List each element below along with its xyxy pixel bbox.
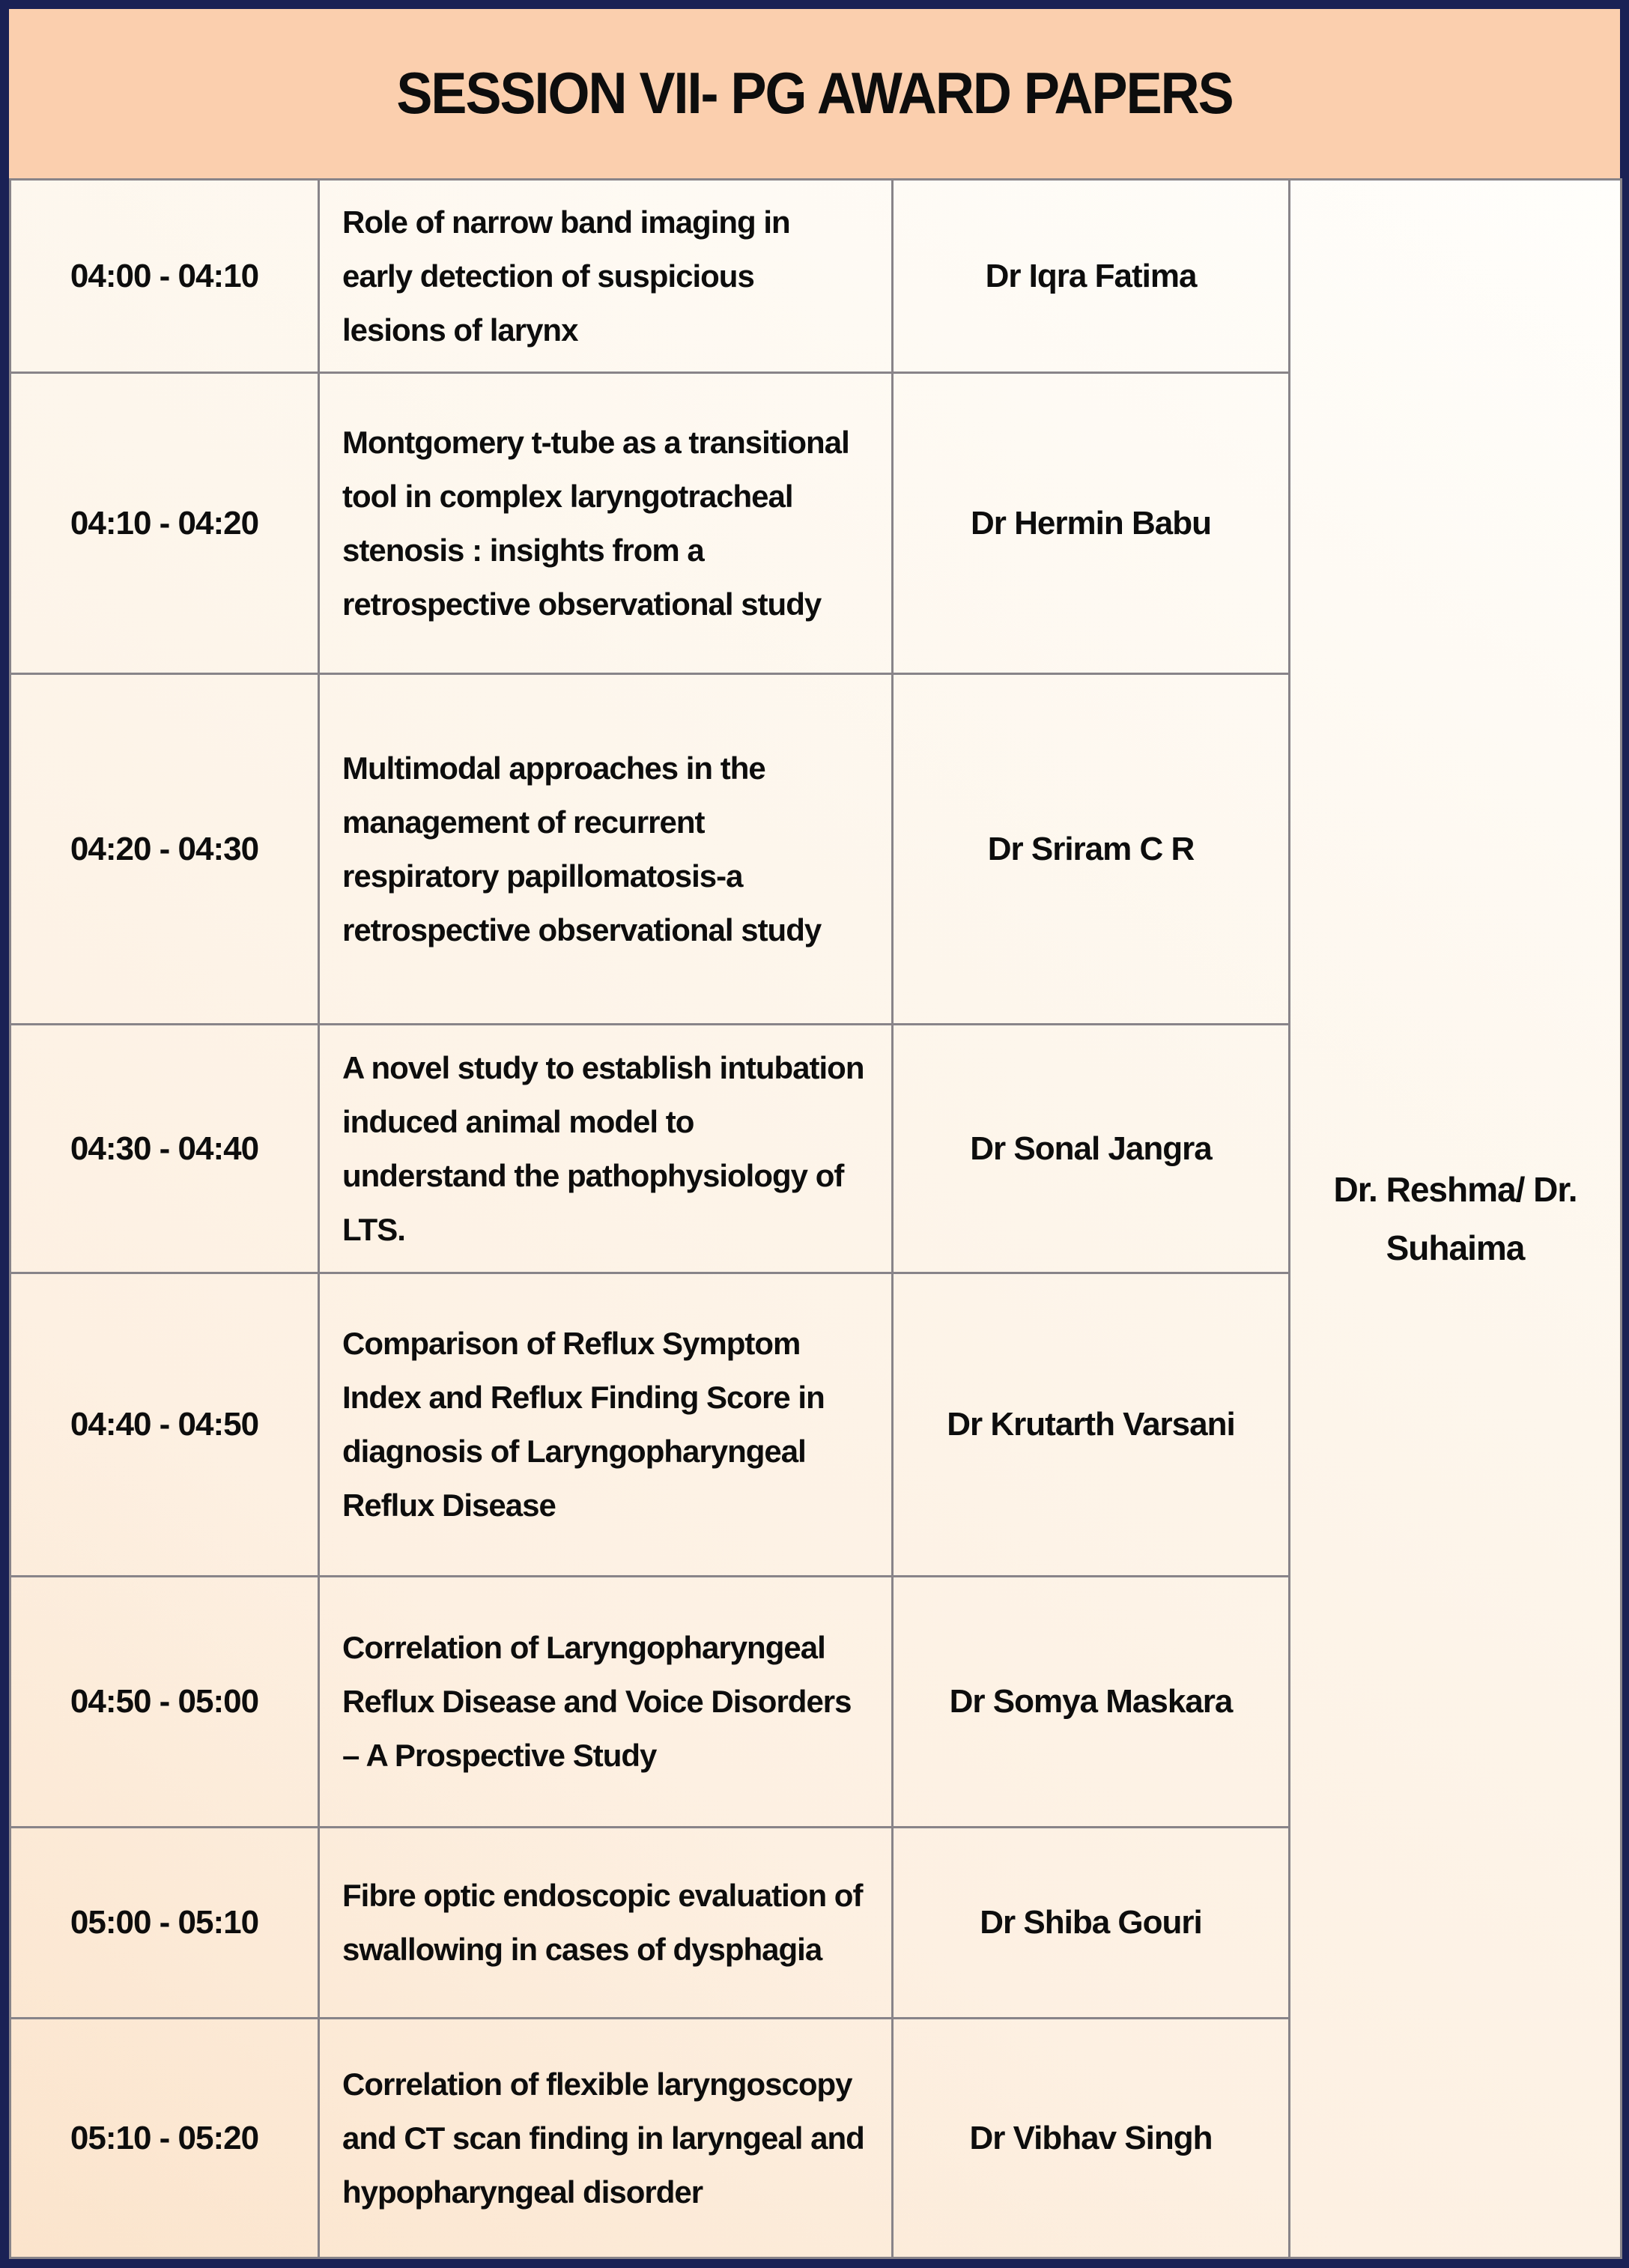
page-title: SESSION VII- PG AWARD PAPERS (396, 61, 1233, 127)
presenter-cell (893, 373, 1290, 674)
paper-title: Comparison of Reflux Symptom Index and Reflux Finding Score in diagnosis of Laryngopharyngeal Reflux Disease (342, 1326, 825, 1523)
table-row (10, 180, 1622, 373)
presenter-name: Dr Sriram C R (987, 830, 1195, 867)
chair-cell (1290, 180, 1622, 2258)
presenter-name: Dr Somya Maskara (949, 1683, 1233, 1720)
time-cell: 04:30 - 04:40 (10, 1025, 319, 1273)
schedule-table (9, 178, 1622, 2259)
presenter-name: Dr Iqra Fatima (985, 257, 1197, 294)
paper-title-cell (319, 1273, 893, 1577)
paper-title-cell (319, 2019, 893, 2258)
time-cell: 05:00 - 05:10 (10, 1828, 319, 2019)
time-cell: 04:20 - 04:30 (10, 674, 319, 1025)
paper-title-cell (319, 1577, 893, 1828)
paper-title-cell (319, 180, 893, 373)
presenter-cell (893, 1828, 1290, 2019)
paper-title-cell (319, 674, 893, 1025)
paper-title: Correlation of flexible laryngoscopy and CT scan finding in laryngeal and hypopharyngeal disorder (342, 2066, 864, 2210)
presenter-cell (893, 1025, 1290, 1273)
page-inner (9, 9, 1620, 2259)
chair-names: Dr. Reshma/ Dr. Suhaima (1333, 1170, 1577, 1267)
presenter-cell (893, 674, 1290, 1025)
presenter-cell (893, 2019, 1290, 2258)
presenter-name: Dr Vibhav Singh (969, 2119, 1213, 2156)
paper-title: Fibre optic endoscopic evaluation of swallowing in cases of dysphagia (342, 1878, 863, 1967)
paper-title-cell (319, 373, 893, 674)
paper-title: Role of narrow band imaging in early detection of suspicious lesions of larynx (342, 204, 790, 348)
presenter-name: Dr Krutarth Varsani (947, 1406, 1235, 1443)
presenter-name: Dr Shiba Gouri (980, 1904, 1202, 1941)
presenter-name: Dr Hermin Babu (971, 504, 1211, 542)
presenter-cell (893, 1577, 1290, 1828)
paper-title: Montgomery t-tube as a transitional tool in complex laryngotracheal stenosis : insights from a retrospective observational study (342, 424, 849, 622)
time-cell: 04:10 - 04:20 (10, 373, 319, 674)
time-cell: 04:40 - 04:50 (10, 1273, 319, 1577)
paper-title-cell (319, 1828, 893, 2019)
time-cell: 04:00 - 04:10 (10, 180, 319, 373)
paper-title: Multimodal approaches in the management of recurrent respiratory papillomatosis-a retrospective observational study (342, 750, 822, 947)
time-cell: 05:10 - 05:20 (10, 2019, 319, 2258)
presenter-cell (893, 180, 1290, 373)
time-cell: 04:50 - 05:00 (10, 1577, 319, 1828)
presenter-cell (893, 1273, 1290, 1577)
paper-title-cell (319, 1025, 893, 1273)
presenter-name: Dr Sonal Jangra (970, 1130, 1212, 1167)
paper-title: Correlation of Laryngopharyngeal Reflux Disease and Voice Disorders – A Prospective Study (342, 1630, 852, 1773)
paper-title: A novel study to establish intubation induced animal model to understand the pathophysiology of LTS. (342, 1049, 864, 1247)
session-header (9, 9, 1620, 178)
